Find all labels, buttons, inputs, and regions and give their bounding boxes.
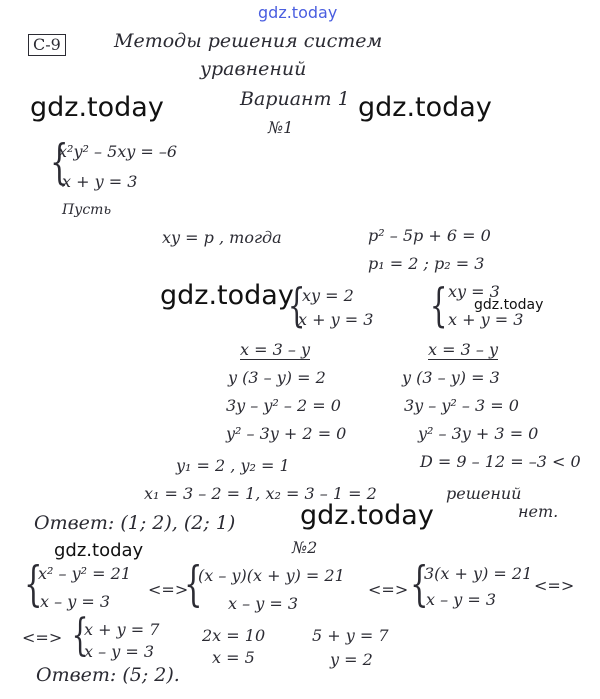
right-system-eq1: xy = 3 xyxy=(448,282,500,301)
task1-p-roots: p₁ = 2 ; p₂ = 3 xyxy=(368,254,485,273)
watermark-right: gdz.today xyxy=(358,92,492,123)
watermark-left: gdz.today xyxy=(30,92,164,123)
variant-label: Вариант 1 xyxy=(240,88,350,110)
no-solutions-line1: решений xyxy=(446,484,522,503)
system-brace: { xyxy=(184,556,203,612)
task1-eq2: x + y = 3 xyxy=(62,172,138,191)
equivalence-sign: <=> xyxy=(148,580,189,599)
task1-let: Пусть xyxy=(62,202,112,218)
system-brace: { xyxy=(287,278,306,332)
equivalence-sign: <=> xyxy=(368,580,409,599)
task2-answer: Ответ: (5; 2). xyxy=(36,664,180,686)
task2-sys2-eq2: x – y = 3 xyxy=(228,594,298,613)
system-brace: { xyxy=(50,134,69,190)
left-system-eq1: xy = 2 xyxy=(302,286,354,305)
task2-sys2-eq1: (x – y)(x + y) = 21 xyxy=(198,566,345,585)
task2-number: №2 xyxy=(292,538,318,557)
task2-step-a2: x = 5 xyxy=(212,648,255,667)
task1-number: №1 xyxy=(268,118,294,137)
equivalence-sign: <=> xyxy=(534,576,575,595)
task2-sys4-eq1: x + y = 7 xyxy=(84,620,160,639)
right-step: 3y – y² – 3 = 0 xyxy=(404,396,519,415)
task2-step-b1: 5 + y = 7 xyxy=(312,626,389,645)
task2-sys1-eq2: x – y = 3 xyxy=(40,592,110,611)
task2-sys3-eq1: 3(x + y) = 21 xyxy=(424,564,533,583)
left-step: y² – 3y + 2 = 0 xyxy=(226,424,347,443)
right-step: y² – 3y + 3 = 0 xyxy=(418,424,539,443)
task2-step-a1: 2x = 10 xyxy=(202,626,266,645)
system-brace: { xyxy=(24,556,43,612)
watermark-center: gdz.today xyxy=(160,280,294,311)
task1-eq1: x²y² – 5xy = –6 xyxy=(58,142,178,161)
watermark-bottom-left: gdz.today xyxy=(54,540,144,561)
page-title-line2: уравнений xyxy=(200,58,307,80)
y-roots: y₁ = 2 , y₂ = 1 xyxy=(176,456,290,475)
task2-sys4-eq2: x – y = 3 xyxy=(84,642,154,661)
right-step: y (3 – y) = 3 xyxy=(402,368,500,387)
task2-sys1-eq1: x² – y² = 21 xyxy=(38,564,131,583)
task2-sys3-eq2: x – y = 3 xyxy=(426,590,496,609)
watermark-center-small: gdz.today xyxy=(474,297,544,313)
section-code: С-9 xyxy=(28,34,66,56)
no-solutions-line2: нет. xyxy=(518,502,559,521)
task1-quadratic: p² – 5p + 6 = 0 xyxy=(368,226,491,245)
right-system-eq2: x + y = 3 xyxy=(448,310,524,329)
system-brace: { xyxy=(71,610,89,661)
right-step: x = 3 – y xyxy=(428,340,498,359)
left-step: x = 3 – y xyxy=(240,340,310,359)
x-roots: x₁ = 3 – 2 = 1, x₂ = 3 – 1 = 2 xyxy=(144,484,377,503)
task1-answer: Ответ: (1; 2), (2; 1) xyxy=(34,512,236,534)
task1-substitution: xy = p , тогда xyxy=(162,228,282,247)
page-title-line1: Методы решения систем xyxy=(114,30,383,52)
left-step: 3y – y² – 2 = 0 xyxy=(226,396,341,415)
system-brace: { xyxy=(410,556,429,612)
right-step: D = 9 – 12 = –3 < 0 xyxy=(420,452,581,471)
left-step: y (3 – y) = 2 xyxy=(228,368,326,387)
equivalence-sign: <=> xyxy=(22,628,63,647)
left-system-eq2: x + y = 3 xyxy=(298,310,374,329)
watermark-top: gdz.today xyxy=(258,3,338,22)
system-brace: { xyxy=(429,278,448,332)
task2-step-b2: y = 2 xyxy=(330,650,373,669)
watermark-middle: gdz.today xyxy=(300,500,434,531)
